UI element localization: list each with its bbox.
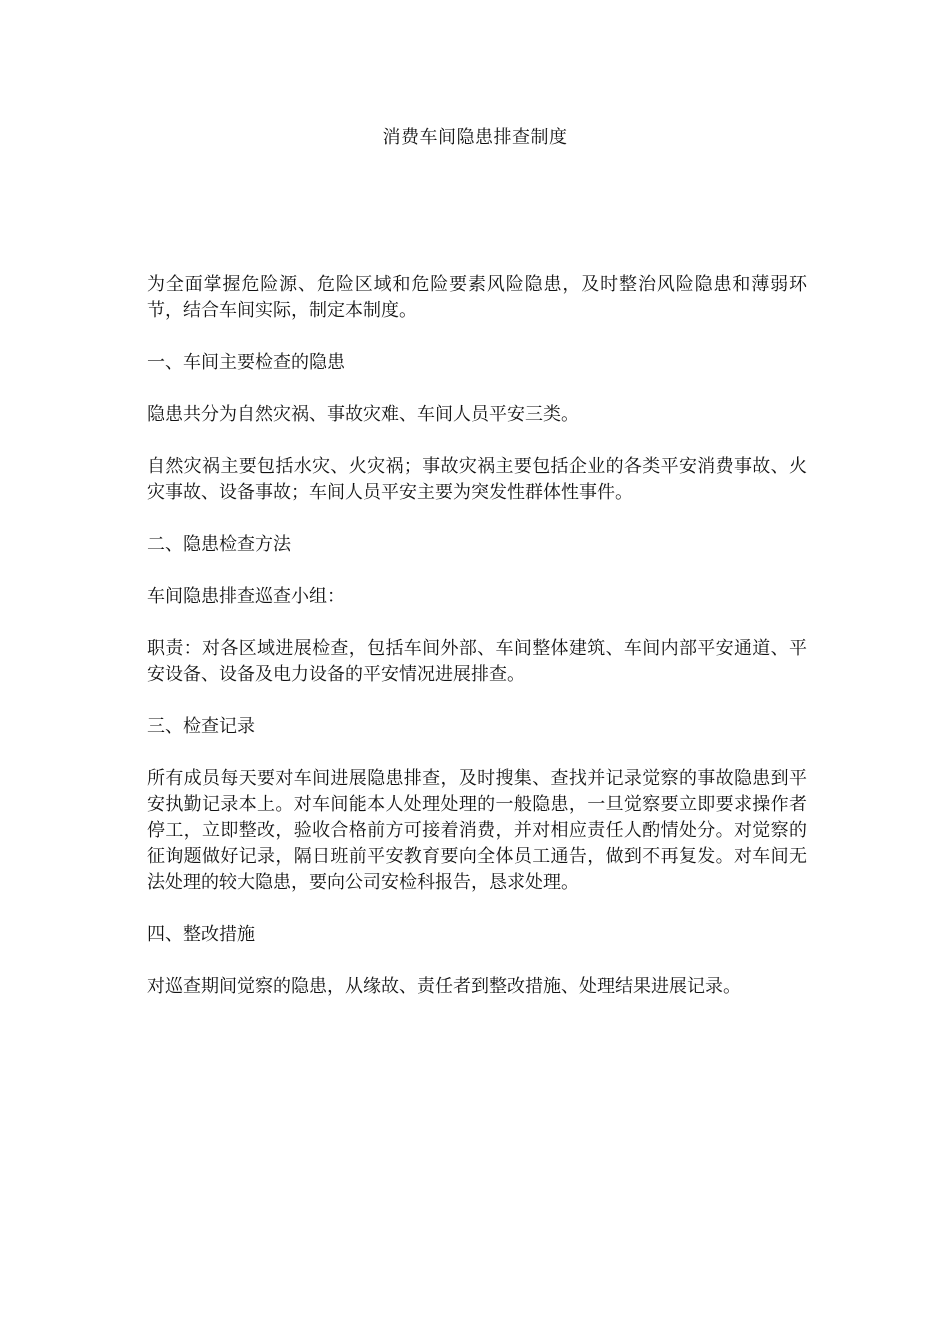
section-heading-3: 三、检查记录 [147,716,255,737]
section-heading-1: 一、车间主要检查的隐患 [147,352,345,373]
document-body [147,272,807,1026]
duties-paragraph: 职责：对各区域进展检查，包括车间外部、车间整体建筑、车间内部平安通道、平安设备、设备及电力设备的平安情况进展排查。 [147,638,807,685]
rectification-paragraph: 对巡查期间觉察的隐患，从缘故、责任者到整改措施、处理结果进展记录。 [147,976,741,997]
document-title: 消费车间隐患排查制度 [382,127,568,148]
inspection-team-paragraph: 车间隐患排查巡查小组： [147,586,345,607]
records-paragraph: 所有成员每天要对车间进展隐患排查，及时搜集、查找并记录觉察的事故隐患到平安执勤记录本上。对车间能本人处理处理的一般隐患，一旦觉察要立即要求操作者停工，立即整改，验收合格前方可接着消费，并对相应责任人酌情处分。对觉察的征询题做好记录，隔日班前平安教育要向全体员工通告，做到不再复发。对车间无法处理的较大隐患，要向公司安检科报告，恳求处理。 [147,768,807,893]
intro-paragraph: 为全面掌握危险源、危险区域和危险要素风险隐患，及时整治风险隐患和薄弱环节，结合车间实际，制定本制度。 [147,274,807,321]
hazard-details-paragraph: 自然灾祸主要包括水灾、火灾祸；事故灾祸主要包括企业的各类平安消费事故、火灾事故、设备事故；车间人员平安主要为突发性群体性事件。 [147,456,807,503]
section-heading-4: 四、整改措施 [147,924,255,945]
section-heading-2: 二、隐患检查方法 [147,534,291,555]
hazard-categories-paragraph: 隐患共分为自然灾祸、事故灾难、车间人员平安三类。 [147,404,579,425]
